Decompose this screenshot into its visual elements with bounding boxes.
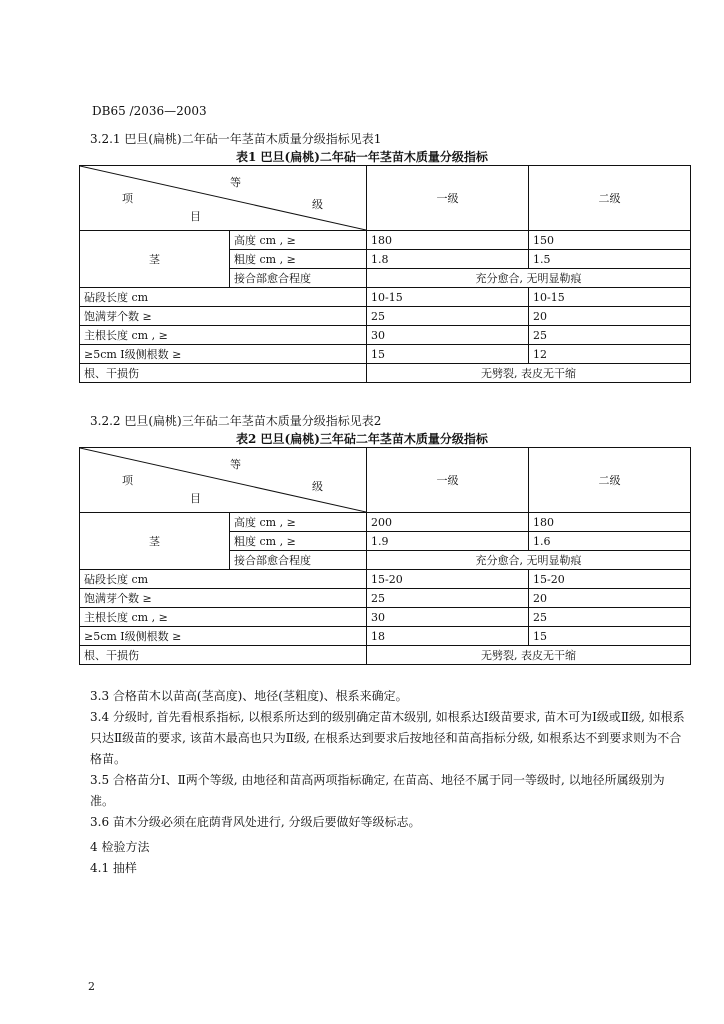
table-row: [80, 326, 691, 345]
row-label: 主根长度 cm , ≥: [80, 608, 367, 627]
cell: 25: [529, 608, 691, 627]
row-label: 粗度 cm , ≥: [230, 250, 367, 269]
row-label: 砧段长度 cm: [80, 570, 367, 589]
cell: 25: [529, 326, 691, 345]
header-ji: 级: [312, 198, 323, 211]
cell: 18: [367, 627, 529, 646]
row-label: 根、干损伤: [80, 364, 367, 383]
paragraph-3-5: 3.5 合格苗分Ⅰ、Ⅱ两个等级, 由地径和苗高两项指标确定, 在苗高、地径不属于同一等级时, 以地径所属级别为准。: [90, 773, 665, 808]
table-row: [80, 627, 691, 646]
table-row: [80, 307, 691, 326]
section-3-2-2: 3.2.2 巴旦(扁桃)三年砧二年茎苗木质量分级指标见表2: [90, 414, 382, 428]
header-xiang: 项: [122, 474, 133, 487]
cell: 15: [367, 345, 529, 364]
header-mu: 目: [190, 210, 201, 223]
cell: 180: [367, 231, 529, 250]
cell: 15-20: [529, 570, 691, 589]
cell: 180: [529, 513, 691, 532]
table-2: [79, 447, 691, 665]
row-label: 接合部愈合程度: [230, 551, 367, 570]
table-row: [80, 345, 691, 364]
cell: 150: [529, 231, 691, 250]
row-label: 接合部愈合程度: [230, 269, 367, 288]
paragraph-3-3: 3.3 合格苗木以苗高(茎高度)、地径(茎粗度)、根系来确定。: [90, 689, 408, 703]
table-row: [80, 364, 691, 383]
cell: 25: [367, 307, 529, 326]
table-row: [80, 589, 691, 608]
document-header: DB65 /2036—2003: [92, 104, 207, 118]
table1-header-cell: [80, 166, 367, 231]
row-label: 根、干损伤: [80, 646, 367, 665]
paragraph-3-4: 3.4 分级时, 首先看根系指标, 以根系所达到的级别确定苗木级别, 如根系达Ⅰ级苗要求, 苗木可为Ⅰ级或Ⅱ级, 如根系只达Ⅱ级苗的要求, 该苗木最高也只为Ⅱ级, 在根系达到要求后按地径和苗高指标分级, 如根系达不到要求则为不合格苗。: [90, 710, 685, 766]
cell: 充分愈合, 无明显勒痕: [367, 551, 691, 570]
row-label: 主根长度 cm , ≥: [80, 326, 367, 345]
table2-caption: 表2 巴旦(扁桃)三年砧二年茎苗木质量分级指标: [236, 432, 488, 446]
paragraph-3-6: 3.6 苗木分级必须在庇荫背风处进行, 分级后要做好等级标志。: [90, 815, 421, 829]
section-4-heading: 4 检验方法: [90, 840, 150, 854]
row-label: ≥5cm Ⅰ级侧根数 ≥: [80, 627, 367, 646]
row-label: 高度 cm , ≥: [230, 513, 367, 532]
header-xiang: 项: [122, 192, 133, 205]
cell: 1.6: [529, 532, 691, 551]
table1-caption: 表1 巴旦(扁桃)二年砧一年茎苗木质量分级指标: [236, 150, 488, 164]
header-grade-2: 二级: [529, 166, 691, 231]
header-deng: 等: [230, 176, 241, 189]
table-row: [80, 646, 691, 665]
cell: 20: [529, 307, 691, 326]
table2-header-cell: [80, 448, 367, 513]
header-grade-1: 一级: [367, 448, 529, 513]
cell: 25: [367, 589, 529, 608]
cell: 10-15: [529, 288, 691, 307]
cell: 200: [367, 513, 529, 532]
cell: 12: [529, 345, 691, 364]
header-grade-2: 二级: [529, 448, 691, 513]
row-label: 饱满芽个数 ≥: [80, 589, 367, 608]
cell: 10-15: [367, 288, 529, 307]
cell: 1.9: [367, 532, 529, 551]
section-4-1-heading: 4.1 抽样: [90, 861, 137, 875]
row-label: 饱满芽个数 ≥: [80, 307, 367, 326]
cell: 30: [367, 608, 529, 627]
table-row: [80, 608, 691, 627]
cell: 无劈裂, 表皮无干缩: [367, 364, 691, 383]
cell: 充分愈合, 无明显勒痕: [367, 269, 691, 288]
stem-label: 茎: [80, 231, 230, 288]
table-row: [80, 231, 691, 250]
header-grade-1: 一级: [367, 166, 529, 231]
cell: 20: [529, 589, 691, 608]
cell: 30: [367, 326, 529, 345]
cell: 1.5: [529, 250, 691, 269]
stem-label: 茎: [80, 513, 230, 570]
page-number: 2: [88, 980, 95, 993]
cell: 1.8: [367, 250, 529, 269]
header-ji: 级: [312, 480, 323, 493]
cell: 无劈裂, 表皮无干缩: [367, 646, 691, 665]
row-label: 高度 cm , ≥: [230, 231, 367, 250]
table-1: [79, 165, 691, 383]
cell: 15: [529, 627, 691, 646]
row-label: 粗度 cm , ≥: [230, 532, 367, 551]
section-3-2-1: 3.2.1 巴旦(扁桃)二年砧一年茎苗木质量分级指标见表1: [90, 132, 382, 146]
row-label: 砧段长度 cm: [80, 288, 367, 307]
cell: 15-20: [367, 570, 529, 589]
header-deng: 等: [230, 458, 241, 471]
table-row: [80, 513, 691, 532]
table-row: [80, 570, 691, 589]
table-row: [80, 288, 691, 307]
row-label: ≥5cm Ⅰ级侧根数 ≥: [80, 345, 367, 364]
header-mu: 目: [190, 492, 201, 505]
